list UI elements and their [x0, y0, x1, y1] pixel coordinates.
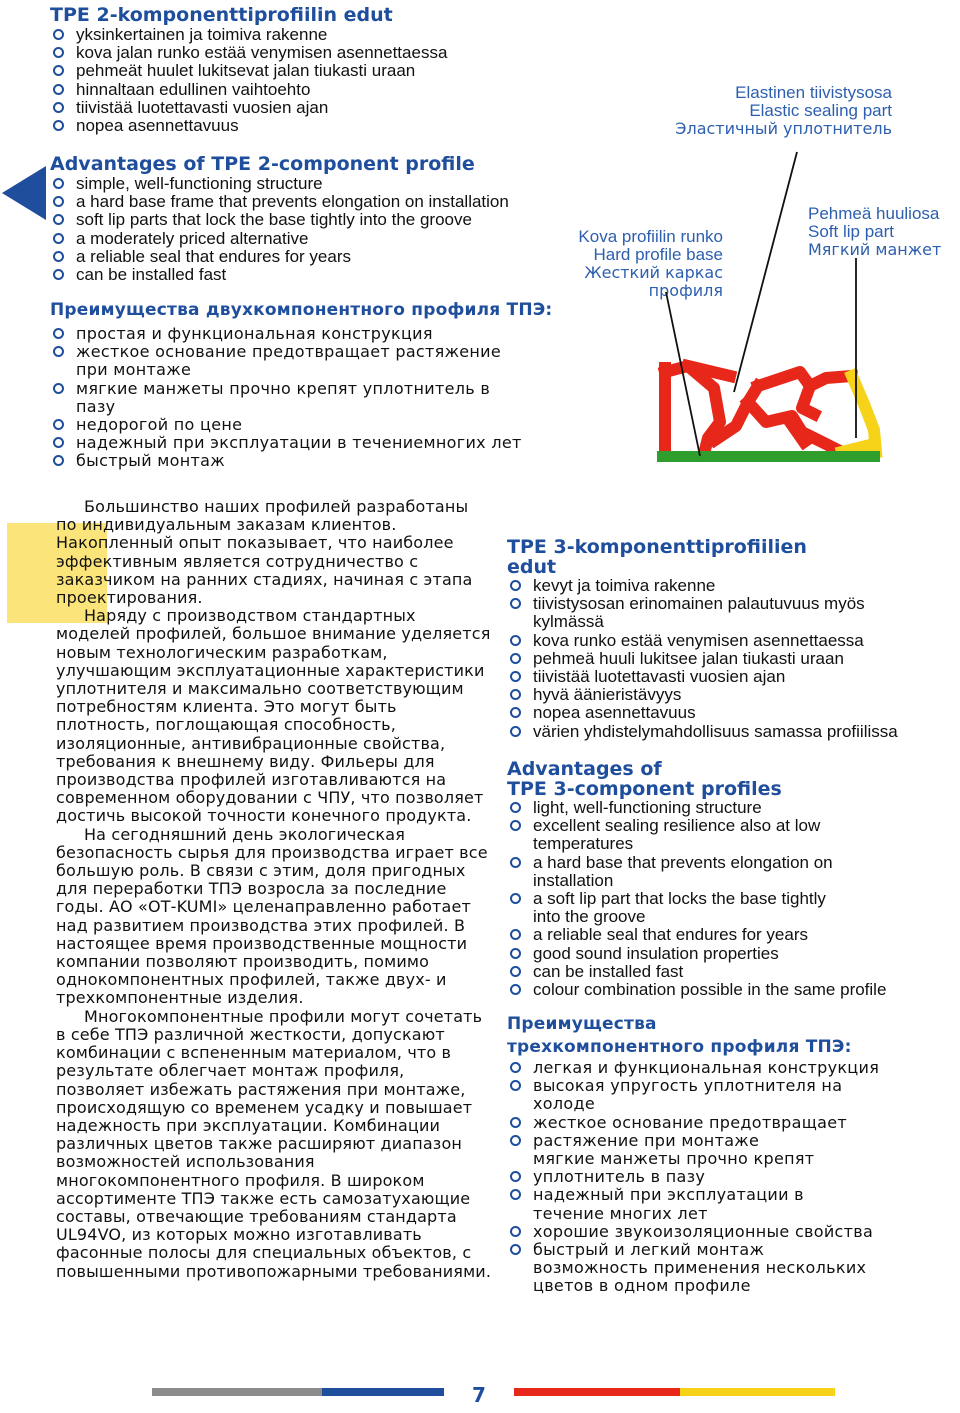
en-2comp-item: [50, 175, 610, 193]
bullet-icon: [510, 984, 521, 995]
fi-3comp-item: [507, 632, 952, 650]
bullet-icon: [510, 726, 521, 737]
bullet-icon: [510, 707, 521, 718]
bullet-icon: [53, 233, 64, 244]
fi-3comp-item-text: värien yhdistelymahdollisuus samassa profiilissa: [533, 721, 898, 741]
ru-3comp-item: [507, 1114, 952, 1132]
en-2comp-item: [50, 266, 610, 284]
section-fi-2comp-title: TPE 2-komponenttiprofiilin edut: [50, 4, 393, 26]
label-elastic-fi: Elastinen tiivistysosa: [735, 83, 892, 102]
en-3comp-item: [507, 963, 952, 981]
fi-2comp-item: [50, 81, 610, 99]
en-3comp-item: [507, 890, 952, 926]
bullet-icon: [510, 1135, 521, 1146]
fi-3comp-item-text: hyvä äänieristävyys: [533, 685, 682, 705]
bullet-icon: [510, 1189, 521, 1200]
section-fi-2comp-list: [50, 26, 610, 135]
fi-3comp-item: [507, 704, 952, 722]
section-fi-3comp-title: TPE 3-komponenttiprofiilien edut: [507, 536, 807, 578]
bullet-icon: [510, 635, 521, 646]
fi-3comp-item-text: pehmeä huuli lukitsee jalan tiukasti uraan: [533, 648, 844, 668]
fi-3comp-item: [507, 723, 952, 741]
fi-2comp-item: [50, 44, 610, 62]
fi-3comp-item-text: tiivistää luotettavasti vuosien ajan: [533, 667, 786, 687]
fi-3comp-item: [507, 686, 952, 704]
fi-2comp-item-text: tiivistää luotettavasti vuosien ajan: [76, 97, 329, 117]
ru-3comp-item: [507, 1077, 952, 1113]
en-3comp-item-text: colour combination possible in the same profile: [533, 980, 887, 1000]
ru-2comp-item: [50, 452, 610, 470]
en-3comp-item-text: can be installed fast: [533, 961, 684, 981]
footer-bar-yellow: [680, 1388, 835, 1396]
fi-2comp-item-text: yksinkertainen ja toimiva rakenne: [76, 25, 328, 44]
en-2comp-item: [50, 248, 610, 266]
section-ru-3comp-list: [507, 1059, 952, 1296]
left-arrow-icon: [2, 166, 46, 220]
en-3comp-item: [507, 926, 952, 944]
en-3comp-item: [507, 854, 952, 890]
en-3comp-item: [507, 981, 952, 999]
label-hard-en: Hard profile base: [593, 245, 723, 264]
fi-3comp-item: [507, 595, 952, 631]
section-ru-2comp-list: [50, 325, 610, 471]
page-number: 7: [444, 1383, 514, 1409]
en-3comp-item-text: good sound insulation properties: [533, 943, 779, 963]
bullet-icon: [510, 857, 521, 868]
en-3comp-item-text: excellent sealing resilience also at low temperatures: [533, 816, 821, 854]
bullet-icon: [53, 328, 64, 339]
ru-2comp-item: [50, 325, 610, 343]
fi-3comp-item: [507, 650, 952, 668]
section-en-3comp: [507, 759, 952, 999]
bullet-icon: [510, 1080, 521, 1091]
bullet-icon: [53, 178, 64, 189]
ru-3comp-item-text: жесткое основание предотвращает: [533, 1112, 847, 1132]
bullet-icon: [53, 251, 64, 262]
fi-3comp-item-text: kova runko estää venymisen asennettaessa: [533, 630, 864, 650]
bullet-icon: [53, 84, 64, 95]
bullet-icon: [510, 1171, 521, 1182]
bullet-icon: [510, 802, 521, 813]
fi-2comp-item-text: hinnaltaan edullinen vaihtoehto: [76, 79, 311, 99]
bullet-icon: [510, 1062, 521, 1073]
ru-3comp-item-text: хорошие звукоизоляционные свойства: [533, 1221, 874, 1241]
label-hard-ru-2: профиля: [648, 281, 723, 300]
bullet-icon: [53, 29, 64, 40]
en-3comp-item-text: a soft lip part that locks the base tightly into the groove: [533, 889, 826, 927]
bullet-icon: [53, 455, 64, 466]
bullet-icon: [510, 671, 521, 682]
bullet-icon: [53, 120, 64, 131]
en-2comp-item-text: simple, well-functioning structure: [76, 174, 323, 193]
fi-2comp-item-text: nopea asennettavuus: [76, 116, 239, 136]
fi-3comp-item-text: nopea asennettavuus: [533, 703, 696, 723]
fi-2comp-item: [50, 99, 610, 117]
section-fi-3comp-list: [507, 577, 952, 741]
bullet-icon: [510, 598, 521, 609]
bullet-icon: [510, 1244, 521, 1255]
en-3comp-item: [507, 945, 952, 963]
section-en-3comp-list: [507, 799, 952, 999]
ru-3comp-item: [507, 1168, 952, 1186]
fi-2comp-item-text: kova jalan runko estää venymisen asennettaessa: [76, 43, 448, 63]
bullet-icon: [53, 196, 64, 207]
en-3comp-item-text: a hard base that prevents elongation on installation: [533, 852, 833, 890]
label-elastic-en: Elastic sealing part: [749, 101, 892, 120]
section-en-3comp-title: Advantages of TPE 3-component profiles: [507, 758, 782, 800]
section-ru-2comp-title: Преимущества двухкомпонентного профиля ТПЭ:: [50, 300, 553, 320]
en-3comp-item-text: a reliable seal that endures for years: [533, 925, 808, 945]
bullet-icon: [510, 580, 521, 591]
fi-2comp-item: [50, 26, 610, 44]
en-3comp-item-text: light, well-functioning structure: [533, 798, 762, 817]
bullet-icon: [510, 948, 521, 959]
section-en-2comp-list: [50, 175, 610, 284]
footer-bar-red: [510, 1388, 680, 1396]
en-2comp-item-text: a moderately priced alternative: [76, 228, 309, 248]
ru-2comp-item-text: простая и функциональная конструкция: [76, 324, 433, 343]
ru-3comp-item-text: высокая упругость уплотнителя на холоде: [533, 1076, 843, 1114]
ru-2comp-item: [50, 434, 610, 452]
en-2comp-item-text: a reliable seal that endures for years: [76, 246, 351, 266]
ru-2comp-item: [50, 343, 610, 379]
ru-3comp-item: [507, 1059, 952, 1077]
bullet-icon: [53, 269, 64, 280]
label-elastic-ru: Эластичный уплотнитель: [675, 119, 892, 138]
bullet-icon: [53, 419, 64, 430]
label-soft-fi: Pehmeä huuliosa: [808, 204, 940, 223]
bullet-icon: [510, 653, 521, 664]
bullet-icon: [53, 214, 64, 225]
label-hard-ru-1: Жесткий каркас: [584, 263, 723, 282]
ru-2comp-item: [50, 416, 610, 434]
bullet-icon: [510, 689, 521, 700]
ru-3comp-item-text: надежный при эксплуатации в течение многих лет: [533, 1185, 804, 1223]
fi-2comp-item-text: pehmeät huulet lukitsevat jalan tiukasti uraan: [76, 61, 416, 81]
bullet-icon: [510, 1117, 521, 1128]
bullet-icon: [510, 929, 521, 940]
section-en-2comp: [50, 154, 610, 284]
ru-3comp-item: [507, 1186, 952, 1222]
en-2comp-item-text: a hard base frame that prevents elongation on installation: [76, 192, 509, 212]
en-3comp-item: [507, 799, 952, 817]
ru-3comp-item-text: уплотнитель в пазу: [533, 1167, 706, 1187]
en-3comp-item: [507, 817, 952, 853]
fi-3comp-item: [507, 668, 952, 686]
section-fi-2comp: [50, 5, 610, 135]
section-ru-3comp-title: Преимущества трехкомпонентного профиля ТПЭ:: [507, 1014, 852, 1057]
fi-3comp-item-text: kevyt ja toimiva rakenne: [533, 576, 716, 595]
label-hard-fi: Kova profiilin runko: [578, 227, 723, 246]
ru-3comp-item-text: быстрый и легкий монтаж возможность применения нескольких цветов в одном профиле: [533, 1240, 867, 1296]
ru-3comp-item-text: растяжение при монтаже мягкие манжеты прочно крепят: [533, 1130, 815, 1169]
ru-2comp-item-text: недорогой по цене: [76, 415, 243, 435]
fi-3comp-item-text: tiivistysosan erinomainen palautuvuus myös kylmässä: [533, 594, 865, 632]
fi-2comp-item: [50, 117, 610, 135]
en-2comp-item: [50, 211, 610, 229]
ru-2comp-item: [50, 380, 610, 416]
bullet-icon: [53, 346, 64, 357]
label-soft-ru: Мягкий манжет: [808, 240, 942, 259]
body-paragraph: Наряду с производством стандартных моделей профилей, большое внимание уделяется новым технологическим разработкам, улучшающим эксплуатационные характеристики уплотнителя и максимально соответствующим потребностям клиента. Это могут быть плотность, поглощающая способность, изоляционные, антивибрационные свойства, требования к внешнему виду. Фильеры для производства профилей изготавливаются на современном оборудовании с ЧПУ, что позволяет достичь высокой точности конечного продукта.: [56, 606, 491, 826]
bullet-icon: [53, 102, 64, 113]
bullet-icon: [510, 1226, 521, 1237]
ru-2comp-item-text: жесткое основание предотвращает растяжение при монтаже: [76, 342, 502, 380]
label-soft-en: Soft lip part: [808, 222, 894, 241]
ru-2comp-item-text: надежный при эксплуатации в течениемногих лет: [76, 433, 522, 453]
body-paragraph: Многокомпонентные профили могут сочетать в себе ТПЭ различной жесткости, допускают комбинации с вспененным материалом, что в результате облегчает монтаж профиля, позволяет избежать растяжения при монтаже, происходящую со временем усадку и повышает надежность при эксплуатации. Комбинации различных цветов также расширяют диапазон возможностей использования многокомпонентного профиля. В широком ассортименте ТПЭ также есть самозатухающие составы, отвечающие требованиям стандарта UL94VO, из которых можно изготавливать фасонные полосы для специальных объектов, с повышенными противопожарными требованиями.: [56, 1006, 492, 1281]
en-2comp-item: [50, 193, 610, 211]
section-ru-3comp: [507, 1013, 952, 1296]
profile-cross-section: [640, 140, 960, 470]
ru-2comp-item-text: быстрый монтаж: [76, 451, 225, 471]
en-2comp-item-text: can be installed fast: [76, 265, 227, 285]
bullet-icon: [53, 437, 64, 448]
en-2comp-item: [50, 230, 610, 248]
fi-2comp-item: [50, 62, 610, 80]
body-text: [56, 498, 492, 1281]
body-paragraph: На сегодняшний день экологическая безопасность сырья для производства играет все большую роль. В связи с этим, доля пригодных для переработки ТПЭ возросла за последние годы. АО «ОТ-KUMI» целенаправленно работает над развитием производства этих профилей. В настоящее время производственные мощности компании позволяют производить, помимо однокомпонентных профилей, также двух- и трехкомпонентные изделия.: [56, 824, 488, 1008]
ru-3comp-item: [507, 1132, 952, 1168]
ru-3comp-item: [507, 1241, 952, 1296]
section-en-2comp-title: Advantages of TPE 2-component profile: [50, 153, 475, 175]
bullet-icon: [510, 966, 521, 977]
body-paragraph: Большинство наших профилей разработаны по индивидуальным заказам клиентов. Накопленный опыт показывает, что наиболее эффективным является сотрудничество с заказчиком на ранних стадиях, начиная с этапа проектирования.: [56, 497, 473, 608]
section-ru-2comp: [50, 300, 610, 471]
bullet-icon: [53, 65, 64, 76]
fi-3comp-item: [507, 577, 952, 595]
bullet-icon: [510, 820, 521, 831]
section-fi-3comp: [507, 537, 952, 741]
label-elastic-sealing: [640, 84, 892, 138]
bullet-icon: [53, 47, 64, 58]
ru-3comp-item-text: легкая и функциональная конструкция: [533, 1058, 880, 1077]
footer-bar-gray: [152, 1388, 322, 1396]
bullet-icon: [53, 383, 64, 394]
en-2comp-item-text: soft lip parts that lock the base tightly into the groove: [76, 210, 472, 230]
profile-green-base: [657, 451, 880, 462]
ru-3comp-item: [507, 1223, 952, 1241]
bullet-icon: [510, 893, 521, 904]
ru-2comp-item-text: мягкие манжеты прочно крепят уплотнитель в пазу: [76, 378, 491, 416]
